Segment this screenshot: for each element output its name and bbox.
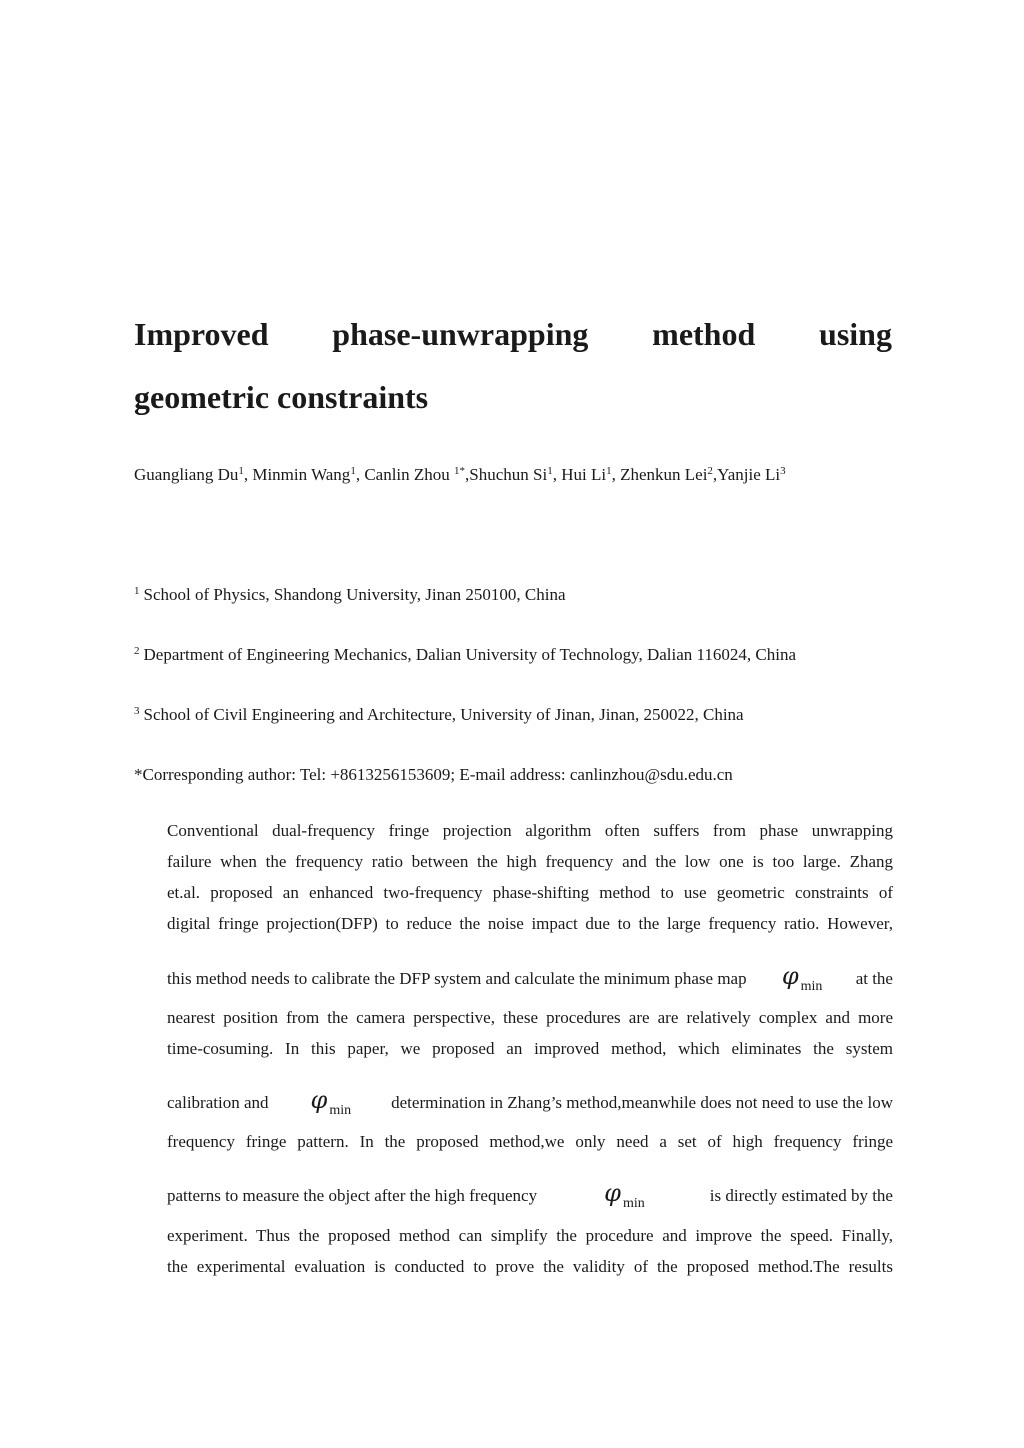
abstract-line: nearest position from the camera perspective, these procedures are are relatively complex and more	[167, 1008, 893, 1027]
phi-subscript: min	[622, 1196, 645, 1211]
author-separator: ,	[552, 465, 562, 484]
author-affil-sup: 2	[707, 465, 713, 477]
author-affil-sup: 1	[350, 465, 356, 477]
phi-glyph: φ	[604, 1179, 621, 1207]
author-list	[134, 465, 934, 485]
abstract-text: is directly estimated by the	[709, 1186, 893, 1205]
author-affil-sup: 1*	[454, 465, 466, 477]
author-name: Canlin Zhou	[364, 465, 455, 484]
affiliation-sup: 3	[134, 705, 140, 717]
abstract-line: experiment. Thus the proposed method can simplify the procedure and improve the speed. Finally,	[167, 1226, 893, 1245]
author-affil-sup: 3	[780, 465, 786, 477]
author-name: Yanjie Li	[717, 465, 781, 484]
affiliation-text: Department of Engineering Mechanics, Dalian University of Technology, Dalian 116024, China	[143, 645, 797, 664]
phi-subscript: min	[329, 1103, 352, 1118]
title-word: method	[652, 316, 756, 352]
title-word: phase-unwrapping	[332, 316, 589, 352]
author-separator: ,	[355, 465, 365, 484]
phi-min-symbol	[309, 1086, 352, 1118]
abstract-line	[167, 1086, 893, 1118]
abstract-line	[167, 962, 893, 994]
abstract-line: failure when the frequency ratio between the high frequency and the low one is too large. Zhang	[167, 852, 893, 871]
abstract-line: time-cosuming. In this paper, we proposed an improved method, which eliminates the system	[167, 1039, 893, 1058]
title-word: Improved	[134, 316, 269, 352]
affiliation-text: School of Civil Engineering and Architecture, University of Jinan, Jinan, 250022, China	[143, 705, 744, 724]
author-name: Shuchun Si	[469, 465, 548, 484]
phi-min-symbol	[602, 1179, 645, 1211]
abstract-line: frequency fringe pattern. In the proposed method,we only need a set of high frequency fringe	[167, 1132, 893, 1151]
paper-title-line-2: geometric constraints	[134, 379, 429, 415]
author-name: Minmin Wang	[252, 465, 351, 484]
abstract-text: at the	[855, 969, 893, 988]
author-separator: ,	[465, 465, 470, 484]
abstract-text: determination in Zhang’s method,meanwhile does not need to use the low	[391, 1093, 893, 1112]
abstract-line: the experimental evaluation is conducted to prove the validity of the proposed method.The results	[167, 1257, 893, 1276]
author-name: Guangliang Du	[134, 465, 239, 484]
phi-glyph: φ	[310, 1086, 328, 1114]
phi-min-symbol	[780, 962, 823, 994]
abstract-text: calibration and	[167, 1093, 269, 1112]
abstract-line: Conventional dual-frequency fringe projection algorithm often suffers from phase unwrapping	[167, 821, 893, 840]
author-separator: ,	[712, 465, 718, 484]
affiliation-1	[134, 585, 954, 605]
affiliation-text: School of Physics, Shandong University, Jinan 250100, China	[143, 585, 566, 604]
phi-glyph: φ	[781, 962, 799, 990]
abstract-line	[167, 1179, 893, 1211]
abstract-text: patterns to measure the object after the high frequency	[167, 1186, 538, 1205]
abstract-line: digital fringe projection(DFP) to reduce the noise impact due to the large frequency ratio. However,	[167, 914, 893, 933]
author-separator: ,	[611, 465, 621, 484]
author-affil-sup: 1	[238, 465, 244, 477]
corresponding-author: *Corresponding author: Tel: +8613256153609; E-mail address: canlinzhou@sdu.edu.cn	[134, 765, 733, 784]
paper-title-line-1	[134, 318, 892, 350]
phi-subscript: min	[800, 979, 823, 994]
affiliation-sup: 1	[134, 585, 140, 597]
author-name: Hui Li	[561, 465, 607, 484]
title-word: using	[819, 316, 892, 352]
affiliation-3	[134, 705, 954, 725]
abstract-line: et.al. proposed an enhanced two-frequency phase-shifting method to use geometric constraints of	[167, 883, 893, 902]
affiliation-sup: 2	[134, 645, 140, 657]
author-name: Zhenkun Lei	[620, 465, 708, 484]
author-affil-sup: 1	[547, 465, 553, 477]
author-affil-sup: 1	[606, 465, 612, 477]
affiliation-2	[134, 645, 954, 665]
author-separator: ,	[243, 465, 253, 484]
abstract-text: this method needs to calibrate the DFP system and calculate the minimum phase map	[167, 969, 747, 988]
